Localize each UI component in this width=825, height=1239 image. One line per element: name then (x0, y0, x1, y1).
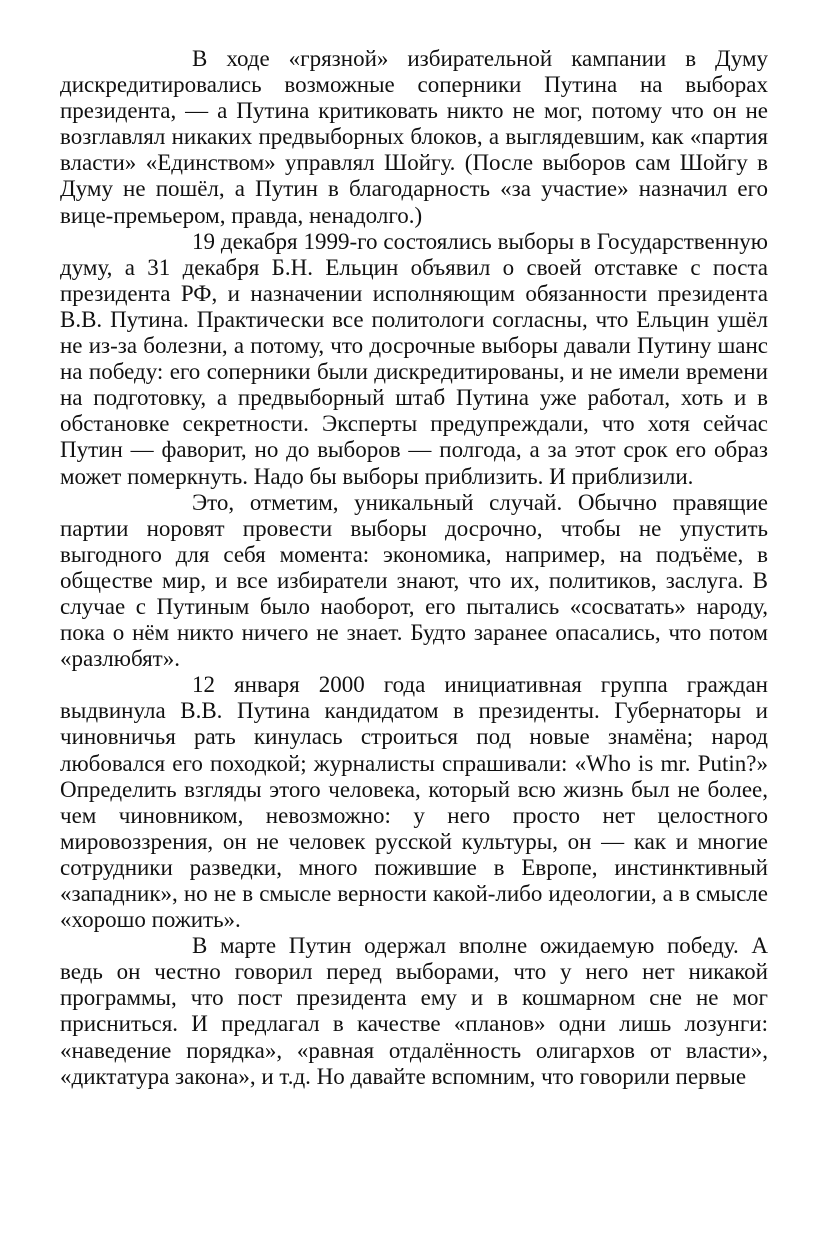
document-page (60, 46, 768, 1090)
paragraph-1: В ходе «грязной» избирательной кампании в Думу дискредитировались возможные соперники Путина на выборах президента, — а Путина критиковать никто не мог, потому что он не возглавлял никаких предвыборных блоков, а выглядевшим, как «партия власти» «Единством» управлял Шойгу. (После выборов сам Шойгу в Думу не пошёл, а Путин в благодарность «за участие» назначил его вице-премьером, правда, ненадолго.) (60, 46, 768, 228)
paragraph-5: В марте Путин одержал вполне ожидаемую победу. А ведь он честно говорил перед выборами, что у него нет никакой программы, что пост президента ему и в кошмарном сне не мог присниться. И предлагал в качестве «планов» одни лишь лозунги: «наведение порядка», «равная отдалённость олигархов от власти», «диктатура закона», и т.д. Но давайте вспомним, что говорили первые (60, 933, 768, 1089)
paragraph-2: 19 декабря 1999-го состоялись выборы в Государственную думу, а 31 декабря Б.Н. Ельцин объявил о своей отставке с поста президента РФ, и назначении исполняющим обязанности президента В.В. Путина. Практически все политологи согласны, что Ельцин ушёл не из-за болезни, а потому, что досрочные выборы давали Путину шанс на победу: его соперники были дискредитированы, и не имели времени на подготовку, а предвыборный штаб Путина уже работал, хоть и в обстановке секретности. Эксперты предупреждали, что хотя сейчас Путин — фаворит, но до выборов — полгода, а за этот срок его образ может померкнуть. Надо бы выборы приблизить. И приблизили. (60, 228, 768, 489)
paragraph-4: 12 января 2000 года инициативная группа граждан выдвинула В.В. Путина кандидатом в президенты. Губернаторы и чиновничья рать кинулась строиться под новые знамёна; народ любовался его походкой; журналисты спрашивали: «Who is mr. Putin?» Определить взгляды этого человека, который всю жизнь был не более, чем чиновником, невозможно: у него просто нет целостного мировоззрения, он не человек русской культуры, он — как и многие сотрудники разведки, много пожившие в Европе, инстинктивный «западник», но не в смысле верности какой-либо идеологии, а в смысле «хорошо пожить». (60, 672, 768, 933)
paragraph-3: Это, отметим, уникальный случай. Обычно правящие партии норовят провести выборы досрочно, чтобы не упустить выгодного для себя момента: экономика, например, на подъёме, в обществе мир, и все избиратели знают, что их, политиков, заслуга. В случае с Путиным было наоборот, его пытались «сосватать» народу, пока о нём никто ничего не знает. Будто заранее опасались, что потом «разлюбят». (60, 489, 768, 672)
